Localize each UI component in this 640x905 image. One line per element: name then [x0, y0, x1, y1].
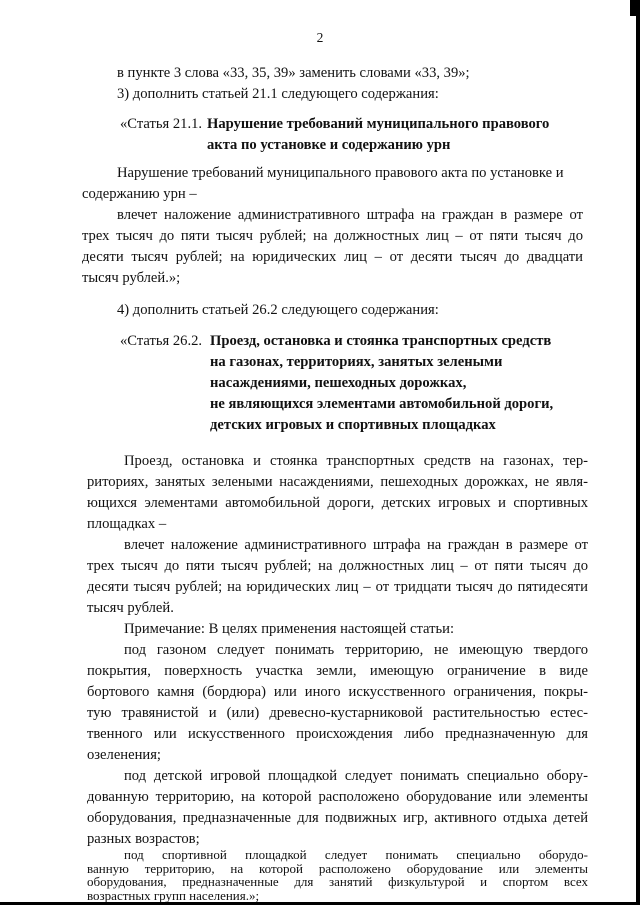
text-line: Нарушение требований муниципального правового акта по установке и: [117, 165, 564, 181]
text-line: озеленения;: [87, 747, 161, 763]
text-line: 4) дополнить статьей 26.2 следующего содержания:: [117, 302, 439, 318]
scan-edge-corner: [630, 0, 640, 16]
page-number: 2: [316, 30, 324, 45]
text-line: разных возрастов;: [87, 831, 200, 847]
text-line: тую травянистой и (или) древесно-кустарниковой растительностью естес-: [87, 705, 588, 721]
scan-edge-right: [636, 0, 640, 905]
text-line: тысяч рублей.»;: [82, 270, 181, 286]
text-line: 3) дополнить статьей 21.1 следующего содержания:: [117, 86, 439, 102]
text-line: возрастных групп населения.»;: [87, 887, 260, 903]
text-line: тысяч рублей.: [87, 600, 174, 616]
text-line: дованную территорию, на которой расположено оборудование или элементы: [87, 789, 588, 805]
article-number: «Статья 26.2.: [120, 333, 203, 349]
text-line: трех тысяч до пяти тысяч рублей; на должностных лиц – от пяти тысяч до: [87, 558, 588, 574]
text-line: площадках –: [87, 516, 167, 532]
note-heading: Примечание: В целях применения настоящей статьи:: [124, 621, 455, 637]
article-title: на газонах, территориях, занятых зелеными: [210, 354, 503, 370]
text-line: бортового камня (бордюра) или иного искусственного ограничения, покры-: [87, 684, 588, 700]
text-line: твенного или искусственного происхождения либо предназначенную для: [87, 726, 588, 742]
text-line: десяти тысяч рублей; на юридических лиц – от тридцати тысяч до пятидесяти: [87, 579, 588, 595]
article-number: «Статья 21.1.: [120, 116, 203, 132]
text-line: Проезд, остановка и стоянка транспортных средств на газонах, тер-: [124, 453, 588, 469]
text-line: оборудования, предназначенные для подвижных игр, активного отдыха детей: [87, 810, 588, 826]
text-line: ющихся элементами автомобильной дороги, детских игровых и спортивных: [87, 495, 588, 511]
article-title: детских игровых и спортивных площадках: [210, 417, 496, 433]
article-title: акта по установке и содержанию урн: [207, 137, 451, 153]
text-line: влечет наложение административного штрафа на граждан в размере от: [124, 537, 588, 553]
text-line: содержанию урн –: [82, 186, 197, 202]
article-title: Нарушение требований муниципального правового: [207, 116, 550, 132]
text-line: покрытия, поверхность участка земли, имеющую ограничение в виде: [87, 663, 588, 679]
article-title: Проезд, остановка и стоянка транспортных средств: [210, 333, 552, 349]
text-line: трех тысяч до пяти тысяч рублей; на должностных лиц – от пяти тысяч до: [82, 228, 583, 244]
text-line: под спортивной площадкой следует понимать специально оборудо-: [124, 847, 588, 862]
article-title: насаждениями, пешеходных дорожках,: [210, 375, 467, 391]
text-line: десяти тысяч рублей; на юридических лиц – от десяти тысяч до двадцати: [82, 249, 583, 265]
text-line: риториях, занятых зелеными насаждениями, пешеходных дорожках, не явля-: [87, 474, 588, 490]
text-line: под детской игровой площадкой следует понимать специально обору-: [124, 768, 588, 784]
text-line: оборудования, предназначенные для занятий физкультурой и спортом всех: [87, 874, 588, 889]
text-line: ванную территорию, на которой расположено оборудование или элементы: [87, 860, 588, 876]
text-line: влечет наложение административного штрафа на граждан в размере от: [117, 207, 583, 223]
article-title: не являющихся элементами автомобильной дороги,: [210, 396, 554, 412]
text-line: в пункте 3 слова «33, 35, 39» заменить словами «33, 39»;: [117, 65, 470, 81]
text-line: под газоном следует понимать территорию, не имеющую твердого: [124, 642, 588, 658]
